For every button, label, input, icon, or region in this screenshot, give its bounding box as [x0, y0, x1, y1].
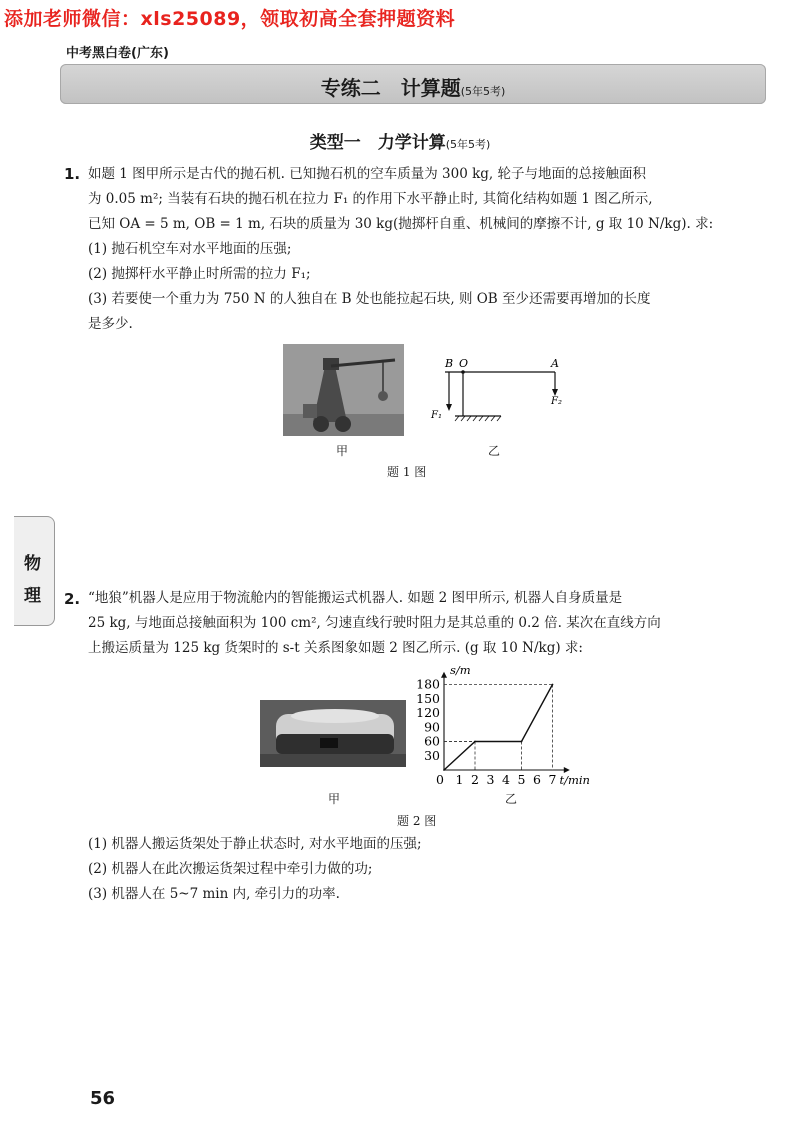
figure-2-title: 题 2 图 — [397, 814, 437, 828]
type-heading — [0, 128, 800, 153]
question-1-part: (3) 若要使一个重力为 750 N 的人独自在 B 处也能拉起石块, 则 OB 至少还需要再增加的长度 — [88, 291, 651, 307]
subject-side-tab — [14, 516, 55, 626]
label-f1: F₁ — [431, 410, 442, 421]
robot-photo — [260, 700, 406, 767]
x-tick-label: 1 — [455, 772, 464, 786]
question-2-part: (3) 机器人在 5~7 min 内, 牵引力的功率. — [88, 886, 340, 902]
section-banner — [60, 64, 766, 104]
y-tick-label: 30 — [424, 747, 440, 763]
data-point — [474, 741, 476, 743]
question-1-line: 如题 1 图甲所示是古代的抛石机. 已知抛石机的空车质量为 300 kg, 轮子与地面的总接触面积 — [88, 166, 647, 182]
label-b: B — [445, 357, 454, 370]
figure-1-title: 题 1 图 — [387, 465, 427, 479]
type-title: 类型一 力学计算 — [309, 133, 446, 153]
label-o: O — [459, 357, 469, 370]
figure-2-caption-right: 乙 — [505, 792, 518, 806]
question-2-text — [88, 586, 661, 661]
page-number: 56 — [90, 1088, 116, 1109]
label-f2: F₂ — [551, 396, 562, 407]
figure-1-caption-right: 乙 — [488, 444, 501, 458]
y-tick-label: 180 — [416, 676, 440, 692]
data-point — [552, 684, 554, 686]
y-tick-label: 60 — [424, 733, 440, 749]
question-1-line: 已知 OA = 5 m, OB = 1 m, 石块的质量为 30 kg(抛掷杆自重、机械间的摩擦不计, g 取 10 N/kg). 求: — [88, 216, 714, 232]
x-tick-label: 0 — [436, 772, 444, 786]
y-tick-label: 150 — [416, 690, 440, 706]
catapult-illustration — [283, 344, 404, 436]
question-2-line: “地狼”机器人是应用于物流舱内的智能搬运式机器人. 如题 2 图甲所示, 机器人自身质量是 — [88, 590, 623, 606]
question-2-part: (2) 机器人在此次搬运货架过程中牵引力做的功; — [88, 861, 373, 877]
robot-illustration — [260, 700, 406, 767]
st-chart — [408, 662, 608, 786]
figure-1-caption-left: 甲 — [336, 444, 349, 458]
ground-hatching — [455, 416, 501, 421]
y-axis-arrow — [441, 672, 447, 678]
book-title: 中考黑白卷(广东) — [66, 46, 169, 61]
x-tick-label: 3 — [486, 772, 495, 786]
x-tick-label: 4 — [502, 772, 510, 786]
question-1-part: (1) 抛石机空车对水平地面的压强; — [88, 241, 292, 257]
label-a: A — [551, 357, 559, 370]
banner-title: 专练二 计算题 — [320, 76, 461, 100]
question-2-part: (1) 机器人搬运货架处于静止状态时, 对水平地面的压强; — [88, 836, 422, 852]
x-tick-label: 6 — [533, 772, 541, 786]
question-1-number: 1. — [64, 165, 81, 183]
question-1-part: (2) 抛掷杆水平静止时所需的拉力 F₁; — [88, 266, 311, 282]
question-1-line: 是多少. — [88, 316, 133, 332]
pivot-point — [461, 370, 465, 374]
question-2-number: 2. — [64, 590, 81, 608]
x-tick-label: 2 — [471, 772, 479, 786]
question-2-line: 上搬运质量为 125 kg 货架时的 s-t 关系图象如题 2 图乙所示. (g 取 10 N/kg) 求: — [88, 640, 583, 656]
lever-diagram — [425, 350, 585, 430]
question-1-text — [88, 162, 713, 337]
y-axis-label: s/m — [450, 663, 471, 677]
y-tick-label: 90 — [424, 719, 440, 735]
type-subtitle: (5年5考) — [445, 138, 491, 151]
side-tab-char-1: 物 — [24, 554, 41, 574]
question-2-line: 25 kg, 与地面总接触面积为 100 cm², 匀速直线行驶时阻力是其总重的 0.2 倍. 某次在直线方向 — [88, 615, 661, 631]
y-tick-label: 120 — [416, 705, 440, 720]
banner-subtitle: (5年5考) — [460, 85, 506, 98]
x-tick-label: 5 — [517, 772, 526, 786]
x-axis-label: t/min — [559, 773, 590, 786]
figure-2-caption-left: 甲 — [328, 792, 341, 806]
data-point — [443, 769, 445, 771]
question-1-line: 为 0.05 m²; 当装有石块的抛石机在拉力 F₁ 的作用下水平静止时, 其简化结构如题 1 图乙所示, — [88, 191, 653, 207]
watermark-text: 添加老师微信：xls25089，领取初高全套押题资料 — [4, 8, 456, 30]
series-line-s-t — [444, 685, 553, 771]
catapult-photo — [283, 344, 404, 436]
x-tick-label: 7 — [548, 772, 557, 786]
data-point — [521, 741, 523, 743]
side-tab-char-2: 理 — [24, 586, 41, 606]
question-2-parts — [88, 832, 422, 907]
